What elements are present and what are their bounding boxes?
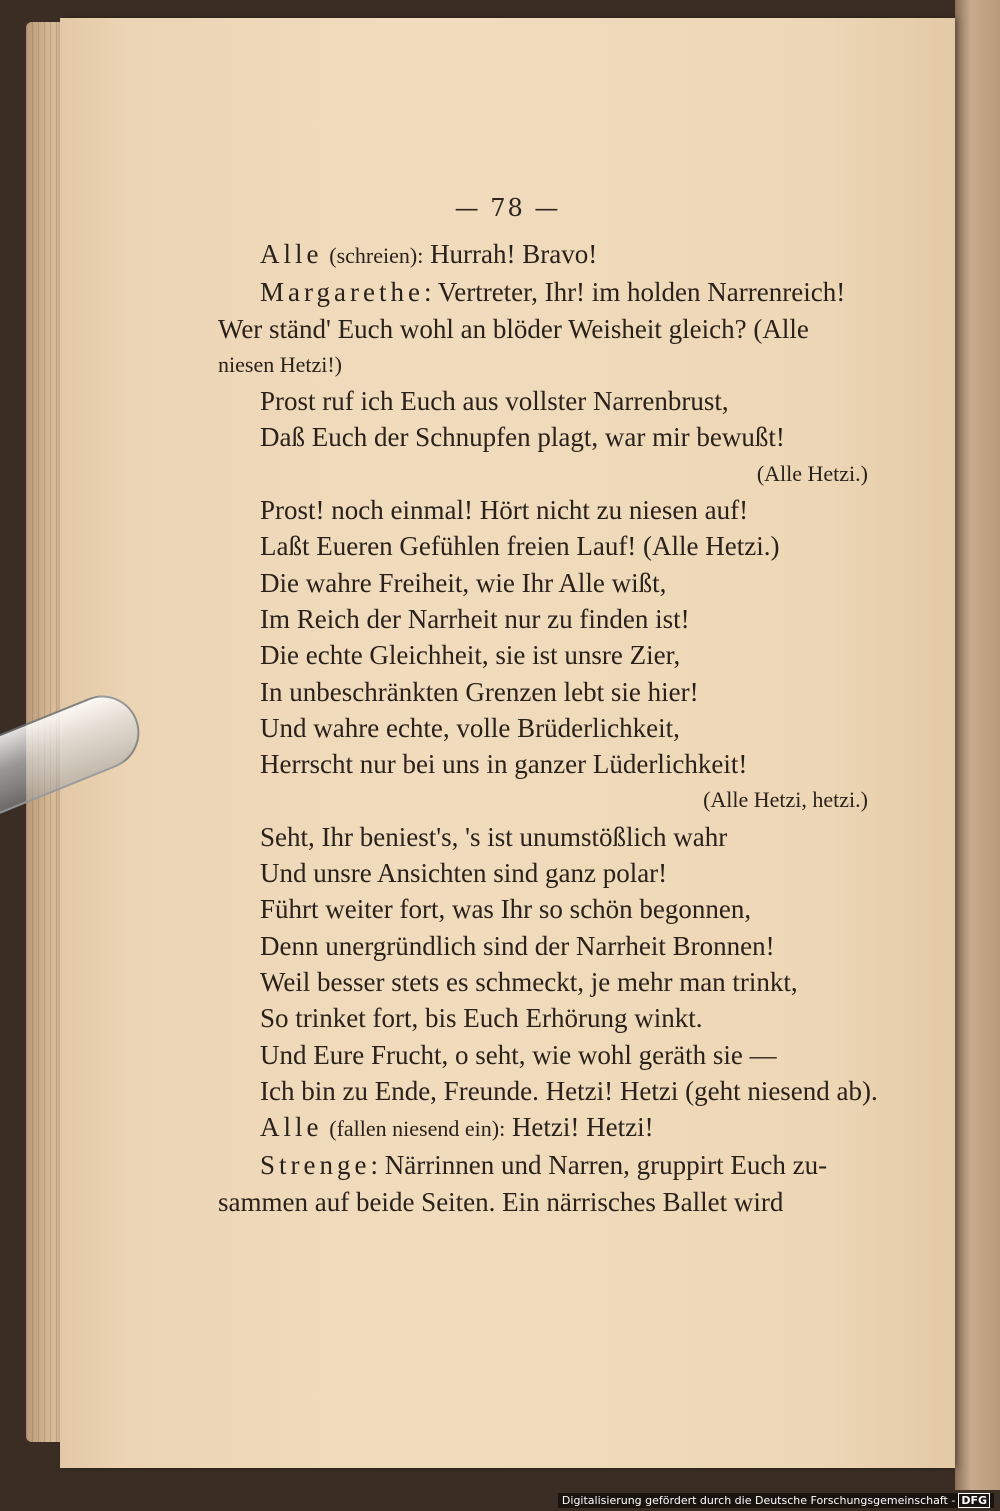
text-line: Prost ruf ich Euch aus vollster Narrenbrust, xyxy=(260,386,729,417)
text-line: Strenge: Närrinnen und Narren, gruppirt Euch zu- xyxy=(260,1150,828,1181)
speaker-name: Margarethe xyxy=(260,277,424,308)
text-line: Margarethe: Vertreter, Ihr! im holden Narrenreich! xyxy=(260,277,846,308)
text-line: Und unsre Ansichten sind ganz polar! xyxy=(260,858,668,889)
text-line: Weil besser stets es schmeckt, je mehr man trinkt, xyxy=(260,966,798,997)
text-line xyxy=(218,1109,888,1147)
text-line: Daß Euch der Schnupfen plagt, war mir bewußt! xyxy=(260,422,785,453)
text-line: So trinket fort, bis Euch Erhörung winkt. xyxy=(260,1003,703,1034)
line-text: Närrinnen und Narren, gruppirt Euch zu- xyxy=(384,1150,828,1181)
book-spine-edge xyxy=(955,0,1000,1490)
page-text xyxy=(218,236,888,1220)
text-line: Und wahre echte, volle Brüderlichkeit, xyxy=(260,712,680,743)
text-line: Herrscht nur bei uns in ganzer Lüderlichkeit! xyxy=(260,749,748,780)
speaker-name: Strenge xyxy=(260,1150,371,1181)
credit-text: Digitalisierung gefördert durch die Deutsche Forschungsgemeinschaft - xyxy=(561,1494,956,1507)
text-line: Wer ständ' Euch wohl an blöder Weisheit gleich? (Alle xyxy=(218,313,809,344)
stage-direction-line: (Alle Hetzi, hetzi.) xyxy=(703,787,868,813)
page-number: — 78 — xyxy=(454,194,561,222)
text-line: Ich bin zu Ende, Freunde. Hetzi! Hetzi (geht niesend ab). xyxy=(260,1075,878,1106)
text-line: Prost! noch einmal! Hört nicht zu niesen auf! xyxy=(260,495,749,526)
text-line: Die echte Gleichheit, sie ist unsre Zier, xyxy=(260,640,681,671)
text-line xyxy=(218,236,888,274)
line-text: Vertreter, Ihr! im holden Narrenreich! xyxy=(437,277,846,308)
stage-direction: (fallen niesend ein): xyxy=(329,1116,506,1142)
text-line: niesen Hetzi!) xyxy=(218,351,342,377)
speaker-name: Alle xyxy=(260,239,323,269)
text-line: Im Reich der Narrheit nur zu finden ist! xyxy=(260,603,690,634)
text-line: Führt weiter fort, was Ihr so schön begonnen, xyxy=(260,894,752,925)
text-line: Die wahre Freiheit, wie Ihr Alle wißt, xyxy=(260,567,667,598)
speaker-name: Alle xyxy=(260,1112,323,1143)
text-line: In unbeschränkten Grenzen lebt sie hier! xyxy=(260,676,699,707)
text-line: Laßt Eueren Gefühlen freien Lauf! (Alle Hetzi.) xyxy=(260,531,780,562)
line-text: Hurrah! Bravo! xyxy=(430,239,598,269)
dfg-logo: DFG xyxy=(958,1493,990,1508)
stage-direction: (schreien): xyxy=(329,243,424,268)
stage-direction-line: (Alle Hetzi.) xyxy=(756,460,868,486)
text-line: Und Eure Frucht, o seht, wie wohl geräth sie — xyxy=(260,1039,777,1070)
text-line: sammen auf beide Seiten. Ein närrisches Ballet wird xyxy=(218,1186,784,1217)
text-line: Seht, Ihr beniest's, 's ist unumstößlich wahr xyxy=(260,821,728,852)
line-text: Hetzi! Hetzi! xyxy=(511,1112,654,1143)
text-line: Denn unergründlich sind der Narrheit Bronnen! xyxy=(260,930,775,961)
digitization-credit xyxy=(558,1493,994,1508)
